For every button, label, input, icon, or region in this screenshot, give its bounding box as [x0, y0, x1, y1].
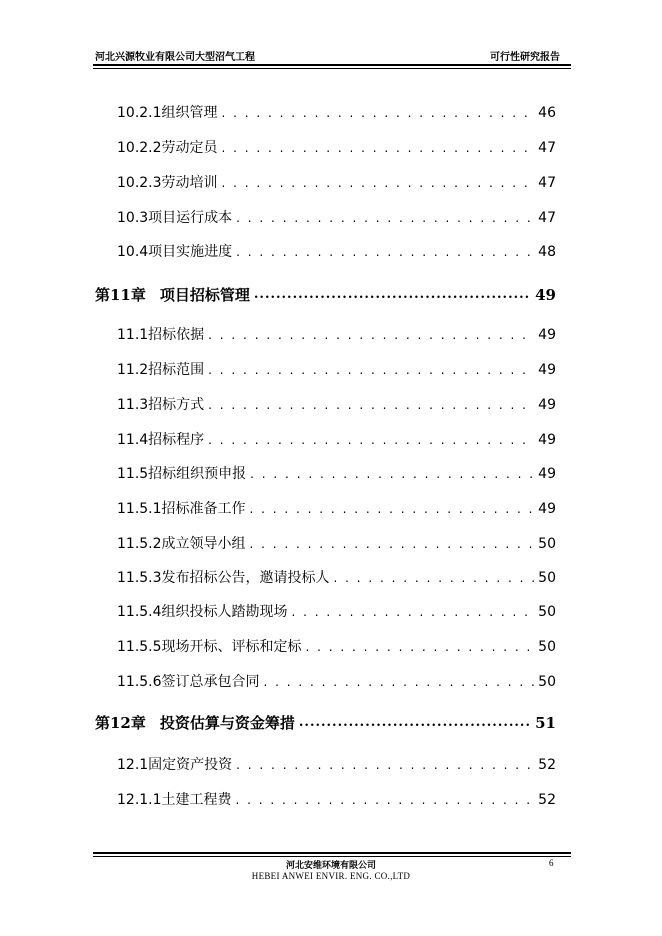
- toc-entry-title: [95, 286, 250, 304]
- toc-page-number: 47: [538, 140, 556, 156]
- toc-entry-text: 10.4项目实施进度: [117, 244, 233, 260]
- toc-entry[interactable]: [117, 100, 556, 122]
- toc-entry-title: [117, 396, 204, 414]
- toc-entry-text: 12.1固定资产投资: [117, 757, 233, 773]
- toc-entry-title: [95, 714, 295, 732]
- toc-dot-leader: [236, 756, 534, 774]
- toc-entry-text: 10.2.1组织管理: [117, 105, 218, 121]
- toc-dot-leader: [236, 243, 534, 261]
- toc-page-number: 49: [538, 397, 556, 413]
- toc-entry[interactable]: [117, 239, 556, 261]
- toc-entry-text: 11.5.1招标准备工作: [117, 501, 246, 517]
- toc-page-number: 49: [538, 327, 556, 343]
- toc-dot-leader: [292, 603, 535, 621]
- toc-entry-text: 11.5.4组织投标人踏勘现场: [117, 604, 288, 620]
- toc-entry-title: [117, 756, 232, 774]
- toc-page-number: 50: [538, 536, 556, 552]
- toc-entry[interactable]: [117, 135, 556, 157]
- footer-company-en: HEBEI ANWEI ENVIR. ENG. CO.,LTD: [251, 871, 411, 881]
- toc-entry-title: [117, 243, 232, 261]
- toc-page-number: 47: [538, 175, 556, 191]
- toc-entry-text: 11.2招标范围: [117, 362, 205, 378]
- toc-chapter-entry[interactable]: [95, 282, 556, 304]
- toc-dot-leader: [250, 465, 534, 483]
- toc-page-number: 51: [535, 714, 556, 732]
- toc-entry[interactable]: [117, 531, 556, 553]
- toc-dot-leader: [222, 174, 535, 192]
- header-report-type: 可行性研究报告: [490, 52, 560, 63]
- toc-entry-title: [117, 139, 218, 157]
- toc-entry[interactable]: [117, 752, 556, 774]
- toc-entry-text: 10.2.3劳动培训: [117, 175, 218, 191]
- toc-dot-leader: [264, 673, 535, 691]
- toc-entry-title: [117, 535, 246, 553]
- toc-entry[interactable]: [117, 787, 556, 809]
- toc-entry-title: [117, 500, 246, 518]
- toc-entry[interactable]: [117, 427, 556, 449]
- toc-entry-title: [117, 569, 330, 587]
- toc-page-number: 49: [535, 286, 556, 304]
- toc-chapter-number: 第12章: [95, 714, 146, 732]
- toc-page-number: 49: [538, 466, 556, 482]
- toc-page-number: 49: [538, 501, 556, 517]
- toc-page-number: 47: [538, 210, 556, 226]
- toc-entry-text: 11.4招标程序: [117, 432, 205, 448]
- footer-rule-thin: [93, 856, 571, 857]
- header-rule-thick: [93, 64, 571, 66]
- toc-dot-leader: [306, 638, 535, 656]
- toc-dot-leader: [208, 396, 534, 414]
- toc-dot-leader: [250, 535, 535, 553]
- toc-entry-title: [117, 361, 204, 379]
- toc-entry-title: [117, 603, 288, 621]
- toc-entry-title: [117, 174, 218, 192]
- page-number: 6: [549, 858, 554, 868]
- toc-entry-title: [117, 326, 204, 344]
- toc-entry-title: [117, 104, 218, 122]
- toc-entry[interactable]: [117, 205, 556, 227]
- toc-dot-leader: [236, 209, 534, 227]
- header-project-title: 河北兴源牧业有限公司大型沼气工程: [95, 52, 255, 63]
- toc-page-number: 50: [538, 639, 556, 655]
- toc-page-number: 50: [538, 674, 556, 690]
- toc-entry-title: [117, 465, 246, 483]
- toc-dot-leader: [254, 286, 531, 304]
- toc-entry[interactable]: [117, 461, 556, 483]
- toc-dot-leader: [299, 714, 531, 732]
- page-header: [95, 48, 570, 62]
- toc-page-number: 49: [538, 362, 556, 378]
- toc-entry-text: 11.5招标组织预申报: [117, 466, 247, 482]
- toc-page-number: 49: [538, 432, 556, 448]
- toc-entry-title: [117, 209, 232, 227]
- toc-page-number: 48: [538, 244, 556, 260]
- toc-dot-leader: [208, 361, 534, 379]
- toc-dot-leader: [236, 791, 535, 809]
- toc-page-number: 50: [538, 604, 556, 620]
- toc-chapter-number: 第11章: [95, 286, 146, 304]
- toc-entry[interactable]: [117, 565, 556, 587]
- toc-entry-text: 10.2.2劳动定员: [117, 140, 218, 156]
- toc-entry[interactable]: [117, 322, 556, 344]
- toc-entry[interactable]: [117, 170, 556, 192]
- toc-page-number: 52: [538, 792, 556, 808]
- toc-entry-text: 12.1.1土建工程费: [117, 792, 232, 808]
- toc-entry[interactable]: [117, 392, 556, 414]
- footer-rule-thick: [93, 852, 571, 854]
- toc-entry[interactable]: [117, 599, 556, 621]
- toc-page-number: 52: [538, 757, 556, 773]
- toc-entry-text: 投资估算与资金筹措: [159, 714, 295, 732]
- toc-entry-title: [117, 431, 204, 449]
- toc-entry[interactable]: [117, 496, 556, 518]
- toc-entry[interactable]: [117, 357, 556, 379]
- toc-entry-title: [117, 791, 232, 809]
- toc-dot-leader: [250, 500, 535, 518]
- toc-dot-leader: [222, 139, 535, 157]
- toc-dot-leader: [208, 431, 534, 449]
- toc-entry-text: 11.1招标依据: [117, 327, 205, 343]
- toc-entry-text: 项目招标管理: [159, 286, 250, 304]
- toc-entry-text: 11.5.2成立领导小组: [117, 536, 246, 552]
- toc-chapter-entry[interactable]: [95, 710, 556, 732]
- toc-entry[interactable]: [117, 634, 556, 656]
- header-rule-thin: [93, 68, 571, 69]
- toc-dot-leader: [334, 569, 535, 587]
- toc-page-number: 50: [538, 570, 556, 586]
- toc-entry-text: 11.5.5现场开标、评标和定标: [117, 639, 302, 655]
- toc-entry-title: [117, 673, 260, 691]
- toc-entry[interactable]: [117, 669, 556, 691]
- toc-entry-text: 10.3项目运行成本: [117, 210, 233, 226]
- toc-entry-text: 11.5.3发布招标公告，邀请投标人: [117, 570, 330, 586]
- toc-page-number: 46: [538, 105, 556, 121]
- toc-dot-leader: [208, 326, 534, 344]
- toc-dot-leader: [222, 104, 535, 122]
- toc-entry-text: 11.3招标方式: [117, 397, 205, 413]
- footer-company-cn: 河北安维环境有限公司: [285, 861, 376, 871]
- toc-entry-text: 11.5.6签订总承包合同: [117, 674, 260, 690]
- toc-entry-title: [117, 638, 302, 656]
